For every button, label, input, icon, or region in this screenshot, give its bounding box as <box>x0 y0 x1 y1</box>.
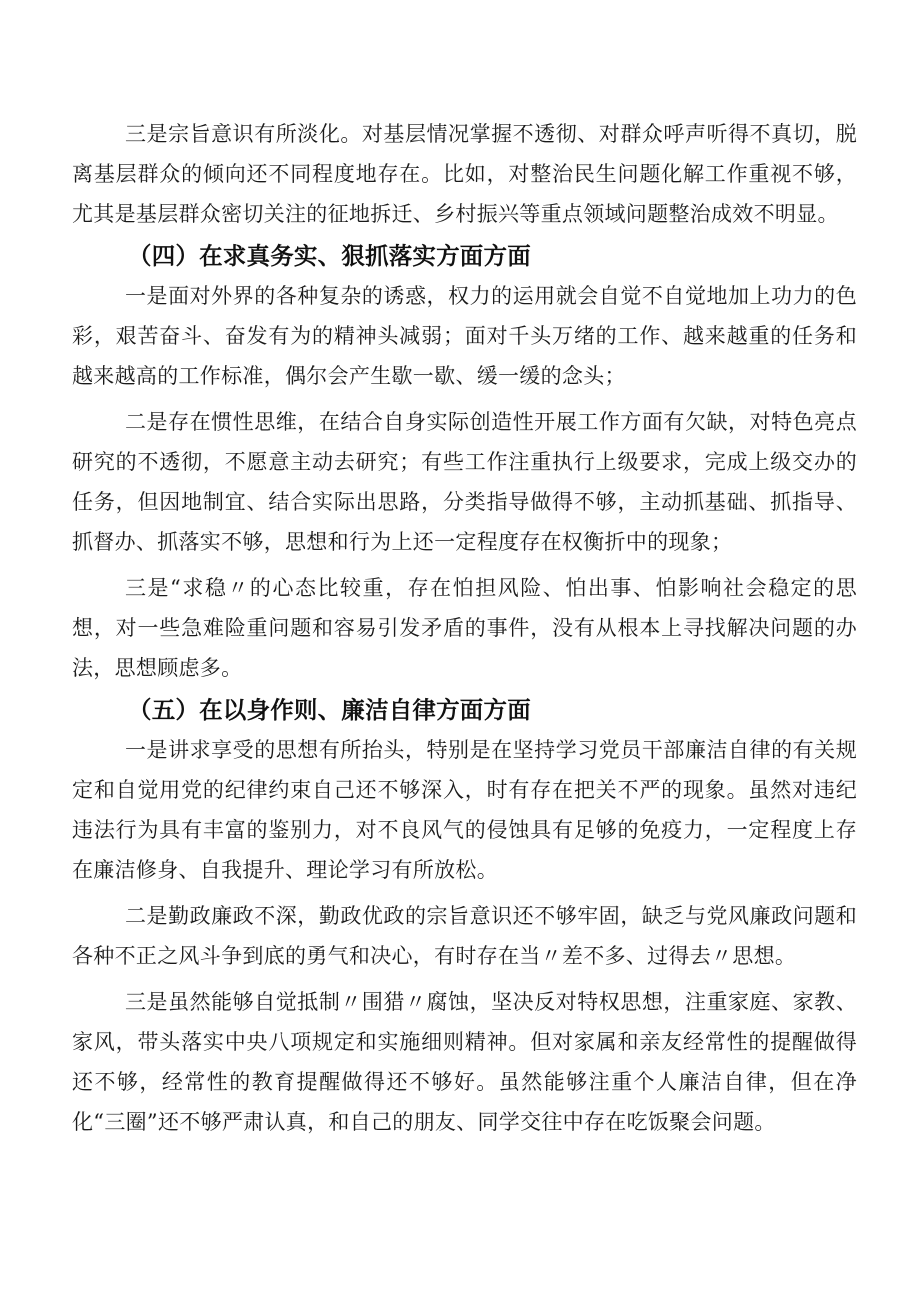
paragraph-four-one: 一是面对外界的各种复杂的诱惑，权力的运用就会自觉不自觉地加上功力的色彩，艰苦奋斗、奋发有为的精神头减弱；面对千头万绪的工作、越来越重的任务和越来越高的工作标准，偶尔会产生歇一歇、缓一缓的念头； <box>72 284 857 388</box>
section-heading-five: （五）在以身作则、廉洁自律方面方面 <box>128 696 531 724</box>
paragraph-four-two: 二是存在惯性思维，在结合自身实际创造性开展工作方面有欠缺，对特色亮点研究的不透彻，不愿意主动去研究；有些工作注重执行上级要求，完成上级交办的任务，但因地制宜、结合实际出思路，分类指导做得不够，主动抓基础、抓指导、抓督办、抓落实不够，思想和行为上还一定程度存在权衡折中的现象； <box>72 410 857 554</box>
paragraph-five-two: 二是勤政廉政不深，勤政优政的宗旨意识还不够牢固，缺乏与党风廉政问题和各种不正之风斗争到底的勇气和决心，有时存在当〃差不多、过得去〃思想。 <box>72 904 857 968</box>
paragraph-five-three: 三是虽然能够自觉抵制〃围猎〃腐蚀，坚决反对特权思想，注重家庭、家教、家风，带头落实中央八项规定和实施细则精神。但对家属和亲友经常性的提醒做得还不够，经常性的教育提醒做得还不够好。虽然能够注重个人廉洁自律，但在净化“三圈”还不够严肃认真，和自己的朋友、同学交往中存在吃饭聚会问题。 <box>72 990 857 1134</box>
section-heading-four: （四）在求真务实、狠抓落实方面方面 <box>128 242 531 270</box>
document-body <box>72 114 857 1142</box>
paragraph-five-one: 一是讲求享受的思想有所抬头，特别是在坚持学习党员干部廉洁自律的有关规定和自觉用党的纪律约束自己还不够深入，时有存在把关不严的现象。虽然对违纪违法行为具有丰富的鉴别力，对不良风气的侵蚀具有足够的免疫力，一定程度上存在廉洁修身、自我提升、理论学习有所放松。 <box>72 738 857 882</box>
paragraph-purpose-awareness: 三是宗旨意识有所淡化。对基层情况掌握不透彻、对群众呼声听得不真切，脱离基层群众的倾向还不同程度地存在。比如，对整治民生问题化解工作重视不够，尤其是基层群众密切关注的征地拆迁、乡村振兴等重点领域问题整治成效不明显。 <box>72 122 857 226</box>
paragraph-four-three: 三是“求稳〃的心态比较重，存在怕担风险、怕出事、怕影响社会稳定的思想，对一些急难险重问题和容易引发矛盾的事件，没有从根本上寻找解决问题的办法，思想顾虑多。 <box>72 576 857 680</box>
